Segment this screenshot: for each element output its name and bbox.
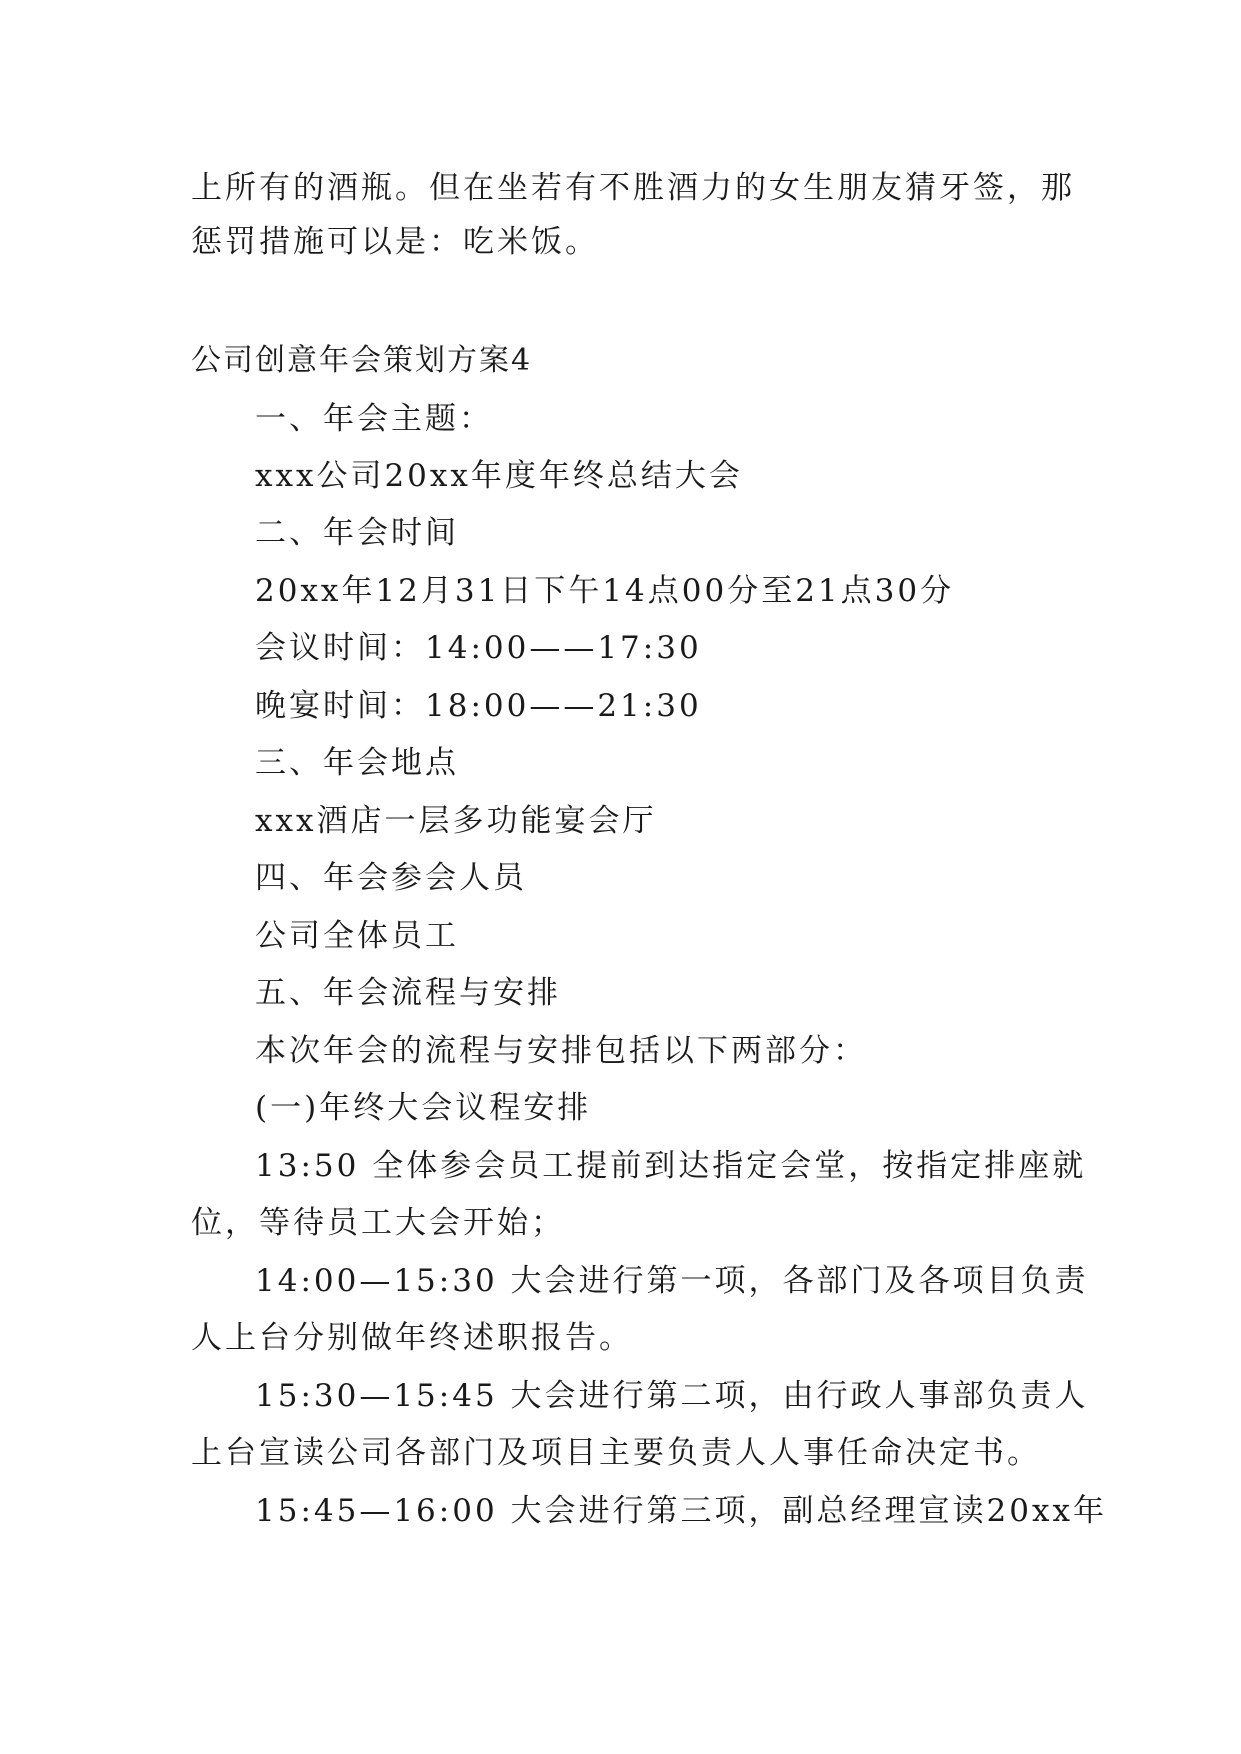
section-title: 公司创意年会策划方案4 bbox=[191, 343, 533, 378]
paragraph-line: 会议时间：14:00——17:30 bbox=[255, 630, 702, 666]
heading-process: 五、年会流程与安排 bbox=[255, 975, 561, 1011]
paragraph-line: xxx公司20xx年度年终总结大会 bbox=[255, 458, 743, 494]
heading-theme: 一、年会主题： bbox=[255, 401, 493, 437]
paragraph-line: 晚宴时间：18:00——21:30 bbox=[255, 688, 702, 724]
paragraph-line: 14:00—15:30 大会进行第一项，各部门及各项目负责 bbox=[255, 1263, 1089, 1299]
paragraph-line: 上所有的酒瓶。但在坐若有不胜酒力的女生朋友猜牙签，那 bbox=[191, 170, 1075, 206]
heading-venue: 三、年会地点 bbox=[255, 745, 459, 781]
paragraph-line: 公司全体员工 bbox=[255, 918, 459, 954]
paragraph-line: 20xx年12月31日下午14点00分至21点30分 bbox=[255, 573, 955, 609]
paragraph-line: xxx酒店一层多功能宴会厅 bbox=[255, 803, 657, 839]
paragraph-line: 15:30—15:45 大会进行第二项，由行政人事部负责人 bbox=[255, 1378, 1089, 1414]
paragraph-line: 13:50 全体参会员工提前到达指定会堂，按指定排座就 bbox=[255, 1148, 1087, 1184]
paragraph-line: 本次年会的流程与安排包括以下两部分： bbox=[255, 1033, 867, 1069]
paragraph-line: 人上台分别做年终述职报告。 bbox=[191, 1320, 633, 1356]
heading-attendees: 四、年会参会人员 bbox=[255, 860, 527, 896]
paragraph-line: 上台宣读公司各部门及项目主要负责人人事任命决定书。 bbox=[191, 1435, 1041, 1471]
paragraph-line: 惩罚措施可以是：吃米饭。 bbox=[191, 224, 599, 260]
paragraph-line: 15:45—16:00 大会进行第三项，副总经理宣读20xx年 bbox=[255, 1493, 1107, 1529]
paragraph-line: 位，等待员工大会开始； bbox=[191, 1205, 565, 1241]
heading-time: 二、年会时间 bbox=[255, 515, 459, 551]
subheading-agenda: (一)年终大会议程安排 bbox=[255, 1090, 592, 1126]
